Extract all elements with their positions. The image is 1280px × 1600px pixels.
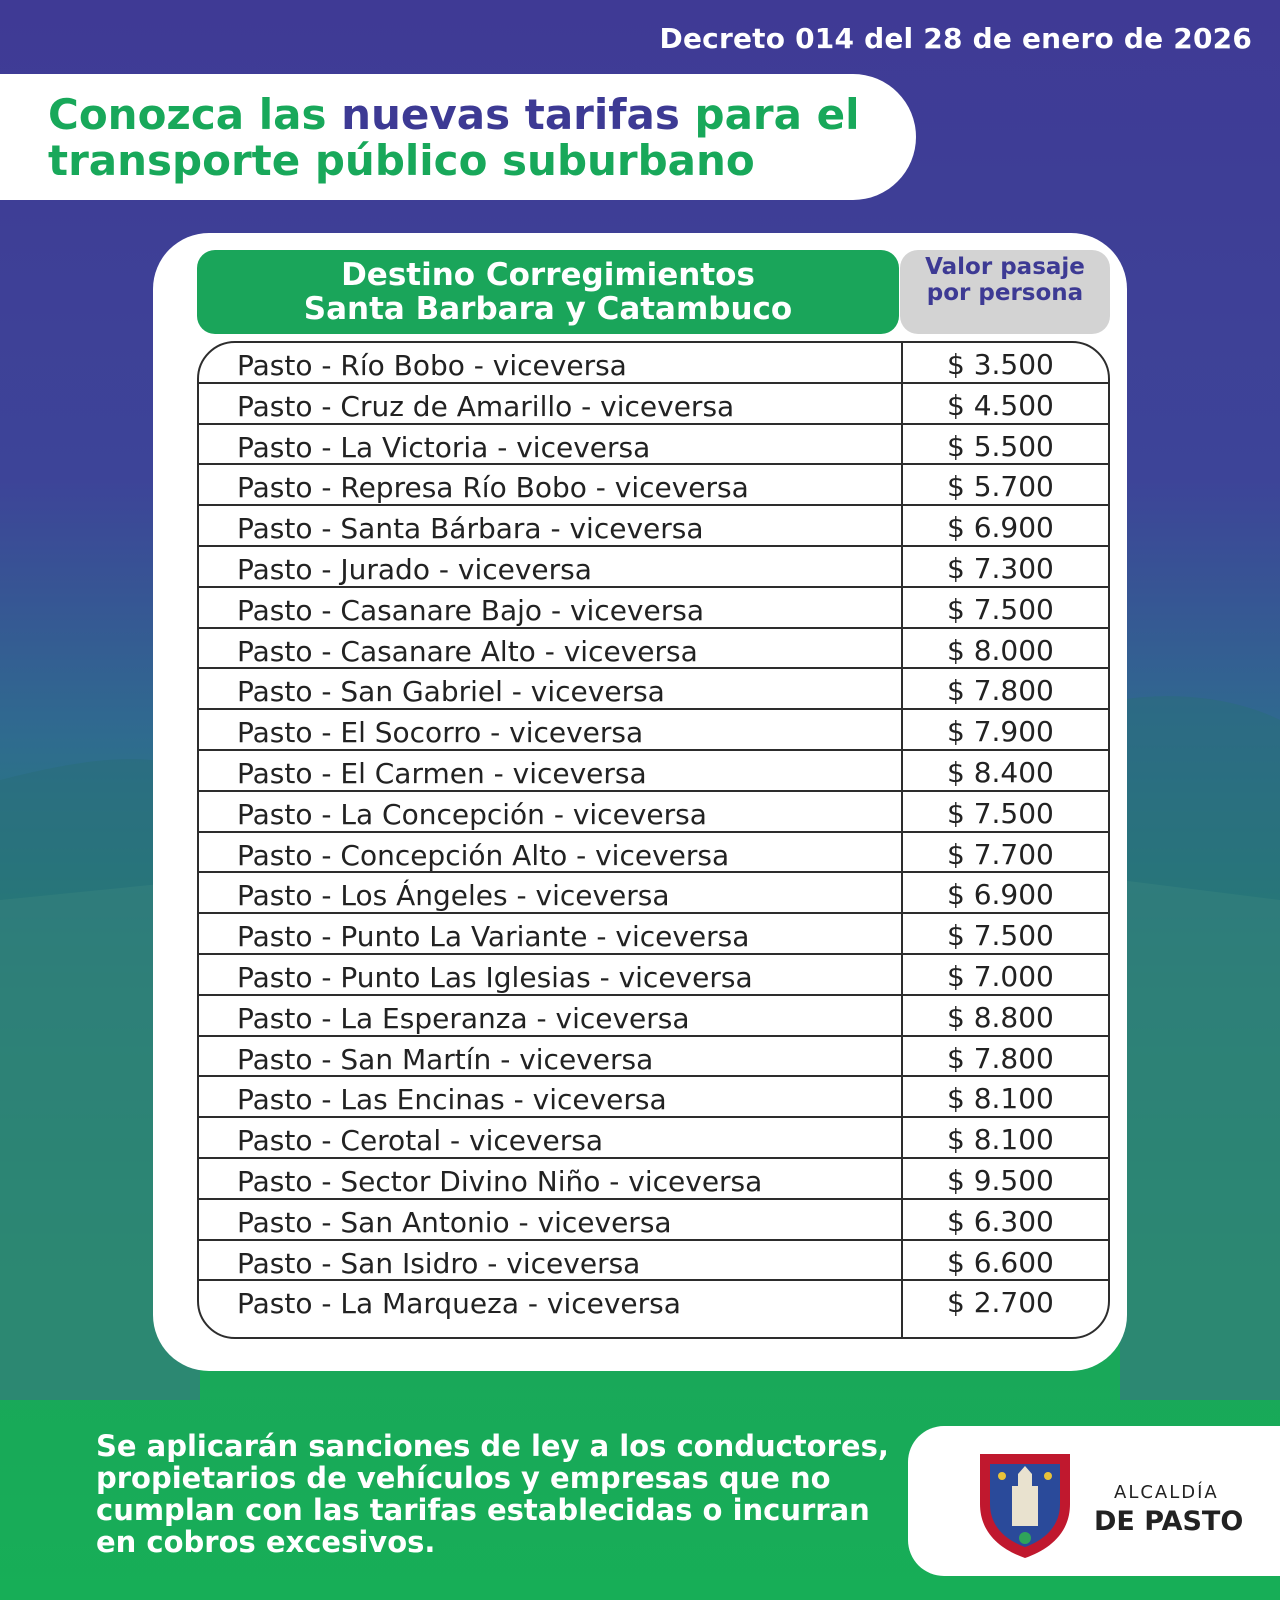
table-row [199, 547, 1108, 588]
route-cell: Pasto - Concepción Alto - viceversa [237, 838, 730, 872]
price-cell: $ 7.800 [947, 674, 1054, 708]
value-header-line1: Valor pasaje [925, 254, 1085, 280]
price-cell: $ 8.400 [947, 755, 1054, 789]
table-row [199, 914, 1108, 955]
title-part1: Conozca las [48, 90, 342, 139]
route-cell: Pasto - Las Encinas - viceversa [237, 1083, 667, 1117]
route-cell: Pasto - La Esperanza - viceversa [237, 1001, 690, 1035]
value-header-line2: por persona [926, 280, 1084, 306]
route-cell: Pasto - San Isidro - viceversa [237, 1246, 641, 1280]
route-cell: Pasto - Santa Bárbara - viceversa [237, 512, 704, 546]
table-row [199, 1118, 1108, 1159]
route-cell: Pasto - El Carmen - viceversa [237, 756, 647, 790]
table-row [199, 465, 1108, 506]
table-row [199, 588, 1108, 629]
route-cell: Pasto - Casanare Alto - viceversa [237, 634, 698, 668]
table-row [199, 669, 1108, 710]
coat-of-arms-icon [972, 1446, 1078, 1560]
notice-line1: Se aplicarán sanciones de ley a los conductores, [96, 1429, 889, 1463]
route-cell: Pasto - La Concepción - viceversa [237, 797, 707, 831]
table-row [199, 710, 1108, 751]
route-cell: Pasto - Casanare Bajo - viceversa [237, 593, 704, 627]
sanctions-notice [96, 1430, 896, 1558]
price-cell: $ 8.000 [947, 633, 1054, 667]
price-cell: $ 8.100 [947, 1082, 1054, 1116]
table-row [199, 833, 1108, 874]
table-row [199, 873, 1108, 914]
page-title-line1 [48, 92, 916, 138]
table-row [199, 996, 1108, 1037]
alcaldia-logo [908, 1426, 1280, 1576]
price-cell: $ 7.300 [947, 551, 1054, 585]
destination-header [197, 250, 899, 334]
title-banner [0, 74, 916, 200]
notice-line4: en cobros excesivos. [96, 1525, 436, 1559]
logo-text-top: ALCALDÍA [1114, 1482, 1219, 1503]
table-row [199, 506, 1108, 547]
route-cell: Pasto - San Antonio - viceversa [237, 1205, 672, 1239]
title-part2: para el [679, 90, 860, 139]
table-row [199, 1200, 1108, 1241]
title-accent: nuevas tarifas [341, 90, 680, 139]
table-row [199, 425, 1108, 466]
price-cell: $ 7.800 [947, 1041, 1054, 1075]
fare-rows [199, 343, 1108, 1322]
destination-header-line1: Destino Corregimientos [341, 257, 755, 293]
table-row [199, 384, 1108, 425]
table-row [199, 1281, 1108, 1322]
route-cell: Pasto - El Socorro - viceversa [237, 716, 644, 750]
price-cell: $ 8.800 [947, 1000, 1054, 1034]
route-cell: Pasto - Punto La Variante - viceversa [237, 920, 750, 954]
price-cell: $ 6.600 [947, 1245, 1054, 1279]
price-cell: $ 9.500 [947, 1163, 1054, 1197]
table-row [199, 1037, 1108, 1078]
table-row [199, 1077, 1108, 1118]
route-cell: Pasto - Sector Divino Niño - viceversa [237, 1164, 763, 1198]
route-cell: Pasto - Represa Río Bobo - viceversa [237, 471, 749, 505]
price-cell: $ 7.000 [947, 959, 1054, 993]
table-row [199, 955, 1108, 996]
price-cell: $ 5.700 [947, 470, 1054, 504]
decree-label: Decreto 014 del 28 de enero de 2026 [659, 22, 1252, 55]
route-cell: Pasto - Río Bobo - viceversa [237, 349, 627, 382]
fare-table [197, 341, 1110, 1339]
route-cell: Pasto - Los Ángeles - viceversa [237, 879, 670, 913]
route-cell: Pasto - Punto Las Iglesias - viceversa [237, 960, 753, 994]
price-cell: $ 7.900 [947, 715, 1054, 749]
value-header [900, 250, 1110, 334]
table-row [199, 1159, 1108, 1200]
route-cell: Pasto - Cruz de Amarillo - viceversa [237, 389, 735, 423]
price-cell: $ 7.500 [947, 592, 1054, 626]
price-cell: $ 6.900 [947, 511, 1054, 545]
destination-header-line2: Santa Barbara y Catambuco [303, 291, 793, 327]
route-cell: Pasto - Jurado - viceversa [237, 552, 592, 586]
table-row [199, 792, 1108, 833]
price-cell: $ 7.700 [947, 837, 1054, 871]
price-cell: $ 8.100 [947, 1123, 1054, 1157]
route-cell: Pasto - San Gabriel - viceversa [237, 675, 665, 709]
logo-text-bottom: DE PASTO [1094, 1506, 1244, 1537]
notice-line2: propietarios de vehículos y empresas que no [96, 1461, 831, 1495]
price-cell: $ 6.300 [947, 1204, 1054, 1238]
table-row [199, 343, 1108, 384]
price-cell: $ 5.500 [947, 429, 1054, 463]
notice-line3: cumplan con las tarifas establecidas o incurran [96, 1493, 870, 1527]
price-cell: $ 6.900 [947, 878, 1054, 912]
price-cell: $ 2.700 [947, 1286, 1054, 1320]
price-cell: $ 7.500 [947, 919, 1054, 953]
price-cell: $ 3.500 [947, 348, 1054, 381]
price-cell: $ 4.500 [947, 388, 1054, 422]
table-row [199, 629, 1108, 670]
route-cell: Pasto - La Marqueza - viceversa [237, 1287, 681, 1321]
price-cell: $ 7.500 [947, 796, 1054, 830]
route-cell: Pasto - La Victoria - viceversa [237, 430, 651, 464]
route-cell: Pasto - Cerotal - viceversa [237, 1124, 604, 1158]
table-row [199, 751, 1108, 792]
page-title-line2: transporte público suburbano [48, 136, 755, 185]
table-row [199, 1241, 1108, 1282]
route-cell: Pasto - San Martín - viceversa [237, 1042, 654, 1076]
